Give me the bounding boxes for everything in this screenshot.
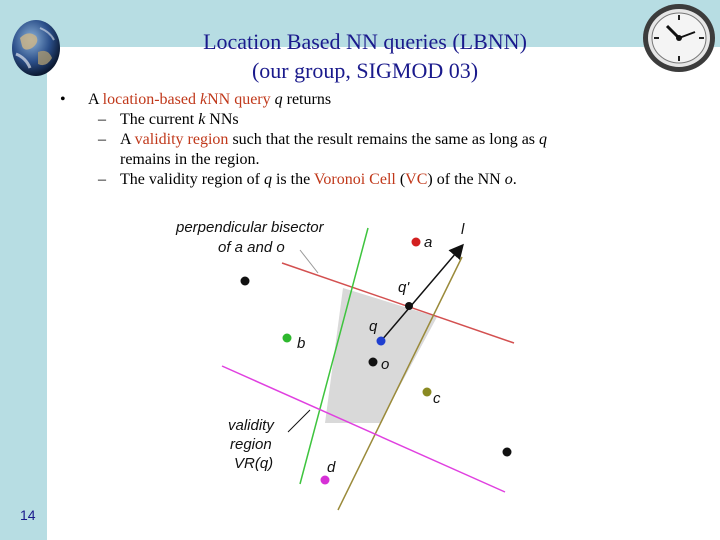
validity-label-2: region — [230, 436, 272, 453]
label-c: c — [433, 390, 441, 407]
sub1-k: k — [198, 111, 206, 128]
point-a — [412, 238, 421, 247]
sub3-text-2: is the — [271, 171, 314, 188]
dash: – — [98, 171, 106, 188]
point-q — [377, 337, 386, 346]
sub2-text-3: remains in the region. — [120, 151, 260, 168]
bisector-label-1: perpendicular bisector — [176, 219, 324, 236]
sub3-text-5: . — [512, 171, 517, 188]
sub3-text: The validity region of — [120, 171, 264, 188]
bullet-k: k — [199, 91, 208, 108]
dash: – — [98, 131, 106, 148]
label-q: q — [369, 318, 378, 335]
sub3-vc: VC — [405, 171, 428, 188]
sub3-text-3: ( — [395, 171, 406, 188]
label-d: d — [327, 459, 336, 476]
sub2-highlight: validity region — [134, 131, 229, 148]
sub2-text-2: such that the result remains the same as long as — [228, 131, 540, 148]
point-o — [369, 358, 378, 367]
point-q-prime — [405, 302, 413, 310]
point-d — [321, 476, 330, 485]
point-c — [423, 388, 432, 397]
validity-label-1: validity — [228, 417, 274, 434]
title-line-2: (our group, SIGMOD 03) — [251, 58, 479, 83]
bullet-q: q — [274, 91, 283, 108]
sub2-text: A — [120, 131, 135, 148]
label-o: o — [381, 356, 390, 373]
bullet-text: A — [88, 91, 103, 108]
bullet-suffix: returns — [282, 91, 332, 108]
bullet-highlight: location-based — [102, 91, 200, 108]
sub3-q: q — [263, 171, 272, 188]
page-number: 14 — [20, 507, 36, 523]
title-line-1: Location Based NN queries (LBNN) — [203, 29, 527, 54]
sub2-q: q — [539, 131, 548, 148]
sub3-o: o — [504, 171, 513, 188]
validity-label-pointer — [288, 410, 310, 432]
bullet-highlight-2: NN query — [207, 91, 275, 108]
dash: – — [98, 111, 106, 128]
label-a: a — [424, 234, 433, 251]
sub1-text-2: NNs — [205, 111, 239, 128]
point-b — [283, 334, 292, 343]
label-l: l — [461, 221, 465, 238]
validity-label-3: VR(q) — [234, 455, 274, 472]
point-black-2 — [503, 448, 512, 457]
bisector-label-2: of a and o — [218, 239, 285, 256]
label-q-prime: q' — [398, 279, 410, 296]
label-b: b — [297, 335, 306, 352]
sub3-text-4: ) of the NN — [427, 171, 505, 188]
sub1-text: The current — [120, 111, 199, 128]
bullet-dot: • — [60, 91, 66, 108]
sub3-highlight: Voronoi Cell — [313, 171, 396, 188]
point-black-1 — [241, 277, 250, 286]
